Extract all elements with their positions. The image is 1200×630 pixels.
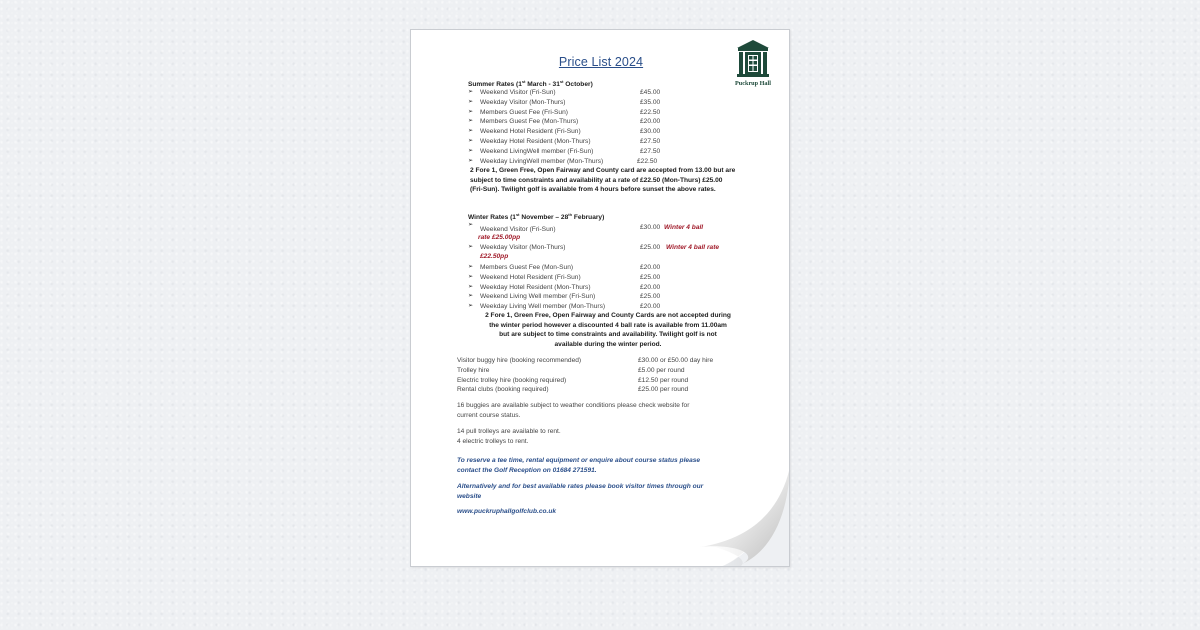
- winter-4ball-note: Winter 4 ball: [664, 224, 704, 231]
- rate-price: £20.00: [640, 118, 661, 126]
- rate-label: Weekday Hotel Resident (Mon-Thurs): [480, 137, 591, 145]
- note-line: but are subject to time constraints and availability. Twilight golf is not: [499, 331, 717, 338]
- rate-price: £20.00: [640, 303, 661, 311]
- winter-rates-list: [468, 263, 768, 312]
- rate-label: Weekday LivingWell member (Mon-Thurs): [480, 157, 604, 165]
- winter-note: [458, 311, 758, 349]
- note-line: Alternatively and for best available rates please book visitor times through our: [457, 483, 704, 490]
- note-line: subject to time constraints and availability at a rate of £22.50 (Mon-Thurs) £25.00: [470, 176, 723, 184]
- note-line: 2 Fore 1, Green Free, Open Fairway and County Cards are not accepted during: [485, 312, 731, 319]
- heading-sup: st: [521, 79, 526, 84]
- summer-note: [470, 166, 735, 195]
- note-line: (Fri-Sun). Twilight golf is available from 4 hours before sunset the above rates.: [470, 186, 716, 193]
- note-line: available during the winter period.: [554, 340, 662, 348]
- arrow-bullet-icon: ➢: [468, 222, 474, 228]
- heading-sup: st: [515, 212, 520, 217]
- arrow-bullet-icon: ➢: [468, 303, 474, 310]
- note-line: 14 pull trolleys are available to rent.: [457, 428, 561, 435]
- list-item: [457, 366, 777, 376]
- rate-label: Weekend Living Well member (Fri-Sun): [480, 293, 596, 301]
- rate-label: Members Guest Fee (Mon-Sun): [480, 264, 574, 271]
- hire-label: Visitor buggy hire (booking recommended): [457, 357, 582, 364]
- rate-price: £30.00: [640, 224, 661, 231]
- page-title: Price List 2024: [558, 55, 644, 69]
- summer-rates-list: [468, 88, 768, 166]
- rate-price: £25.00: [640, 293, 661, 301]
- list-item: [457, 376, 777, 386]
- list-item: [468, 117, 768, 127]
- arrow-bullet-icon: ➢: [468, 98, 474, 105]
- rate-price: £45.00: [640, 89, 661, 96]
- hire-label: Electric trolley hire (booking required): [457, 376, 567, 384]
- rate-label: Weekend Hotel Resident (Fri-Sun): [480, 128, 581, 136]
- rate-label: Members Guest Fee (Mon-Thurs): [480, 118, 579, 126]
- heading-sup: st: [559, 79, 564, 84]
- list-item: [468, 147, 768, 157]
- list-item: [468, 98, 768, 108]
- arrow-bullet-icon: ➢: [468, 147, 474, 154]
- rate-label: Weekday Living Well member (Mon-Thurs): [480, 303, 606, 311]
- list-item: [457, 356, 777, 366]
- page-curl-icon: [700, 467, 790, 567]
- arrow-bullet-icon: ➢: [468, 264, 474, 270]
- heading-text: October): [563, 81, 593, 89]
- rate-label: Weekday Visitor (Mon-Thurs): [480, 98, 566, 106]
- heading-text: March - 31: [525, 81, 560, 89]
- heading-text: November – 28: [519, 214, 569, 222]
- heading-sup: th: [568, 212, 573, 217]
- arrow-bullet-icon: ➢: [468, 157, 474, 164]
- list-item: [468, 127, 768, 137]
- winter-special-list: [468, 223, 768, 262]
- note-line: the winter period however a discounted 4 ball rate is available from 11.00am: [489, 321, 727, 329]
- list-item: [468, 157, 768, 167]
- winter-4ball-rate: rate £25.00pp: [478, 234, 521, 241]
- arrow-bullet-icon: ➢: [468, 293, 474, 300]
- building-portico-icon: [736, 39, 770, 79]
- rate-label: Weekday Visitor (Mon-Thurs): [480, 244, 566, 251]
- list-item: [468, 243, 768, 253]
- arrow-bullet-icon: ➢: [468, 89, 474, 95]
- rate-label: Weekend Visitor (Fri-Sun): [480, 226, 556, 233]
- list-item: [468, 137, 768, 147]
- arrow-bullet-icon: ➢: [468, 244, 474, 250]
- list-item: [468, 292, 768, 302]
- note-line: website: [457, 493, 482, 500]
- arrow-bullet-icon: ➢: [468, 283, 474, 290]
- rate-price: £20.00: [640, 264, 661, 271]
- heading-text: Winter Rates (1: [468, 214, 516, 222]
- list-item: [468, 283, 768, 293]
- list-item: [457, 385, 777, 395]
- arrow-bullet-icon: ➢: [468, 137, 474, 144]
- summer-rates-heading: [468, 79, 593, 88]
- arrow-bullet-icon: ➢: [468, 273, 474, 280]
- winter-4ball-note: Winter 4 ball rate: [666, 244, 720, 251]
- heading-text: Summer Rates (1: [468, 81, 522, 89]
- list-item: [468, 108, 768, 118]
- heading-text: February): [572, 214, 605, 222]
- rate-price: £30.00: [640, 128, 661, 136]
- hire-price: £5.00 per round: [638, 366, 685, 374]
- equipment-hire-list: [457, 356, 777, 395]
- note-line: 2 Fore 1, Green Free, Open Fairway and County card are accepted from 13.00 but are: [470, 167, 736, 174]
- rate-label: Weekend Hotel Resident (Fri-Sun): [480, 273, 581, 281]
- puckrup-hall-logo: [731, 39, 775, 91]
- buggies-note: [457, 401, 757, 421]
- trolleys-note: [457, 427, 757, 447]
- winter-rates-heading: [468, 212, 604, 221]
- list-item-continuation: [468, 234, 768, 243]
- website-link[interactable]: www.puckruphallgolfclub.co.uk: [457, 508, 557, 515]
- note-line: 16 buggies are available subject to weather conditions please check website for: [457, 402, 690, 409]
- winter-4ball-rate: £22.50pp: [480, 252, 509, 260]
- note-line: current course status.: [457, 412, 521, 419]
- rate-price: £25.00: [640, 273, 661, 281]
- note-line: contact the Golf Reception on 01684 271591.: [457, 467, 597, 474]
- rate-price: £22.50: [640, 108, 661, 116]
- rate-label: Members Guest Fee (Fri-Sun): [480, 108, 568, 116]
- hire-label: Rental clubs (booking required): [457, 386, 549, 394]
- logo-text: Puckrup Hall: [735, 80, 771, 87]
- hire-price: £25.00 per round: [638, 386, 689, 394]
- note-line: To reserve a tee time, rental equipment or enquire about course status please: [457, 457, 701, 464]
- rate-label: Weekday Hotel Resident (Mon-Thurs): [480, 283, 591, 291]
- rate-price: £20.00: [640, 283, 661, 291]
- hire-label: Trolley hire: [457, 366, 490, 374]
- list-item-continuation: [468, 253, 768, 262]
- list-item: [468, 263, 768, 273]
- rate-price: £35.00: [640, 98, 661, 106]
- hire-price: £12.50 per round: [638, 376, 689, 384]
- arrow-bullet-icon: ➢: [468, 108, 474, 115]
- rate-price: £27.50: [640, 147, 661, 155]
- hire-price: £30.00 or £50.00 day hire: [638, 357, 714, 364]
- rate-label: Weekend Visitor (Fri-Sun): [480, 89, 556, 96]
- price-list-document: [410, 29, 790, 567]
- rate-price: £22.50: [637, 157, 658, 165]
- rate-label: Weekend LivingWell member (Fri-Sun): [480, 147, 594, 155]
- rate-price: £25.00: [640, 244, 661, 251]
- rate-price: £27.50: [640, 137, 661, 145]
- arrow-bullet-icon: ➢: [468, 118, 474, 125]
- list-item: [468, 273, 768, 283]
- list-item: [468, 88, 768, 98]
- arrow-bullet-icon: ➢: [468, 128, 474, 135]
- note-line: 4 electric trolleys to rent.: [457, 438, 529, 445]
